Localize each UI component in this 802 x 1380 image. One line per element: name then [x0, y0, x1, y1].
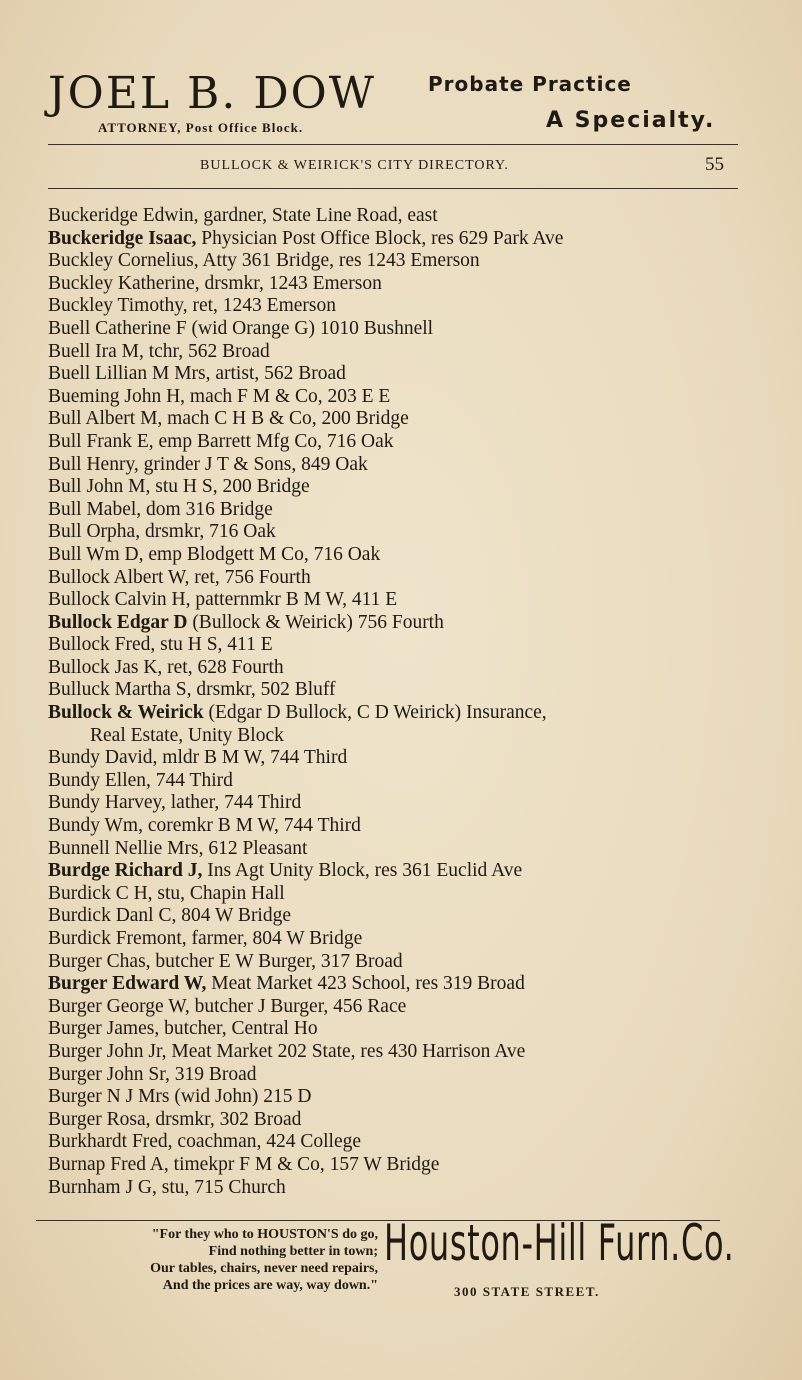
advertiser-name: JOEL B. DOW	[48, 68, 376, 119]
directory-entry	[48, 431, 748, 454]
footer-brand: Houston-Hill Furn.Co.	[384, 1214, 735, 1272]
directory-entry	[48, 1109, 748, 1132]
directory-entry	[48, 1086, 748, 1109]
poem-line: Find nothing better in town;	[208, 1244, 378, 1259]
entry-name-bold: Burdge Richard J,	[48, 860, 203, 882]
entry-text: Buell Ira M, tchr, 562 Broad	[48, 340, 270, 362]
entry-name-bold: Bullock Edgar D	[48, 611, 188, 633]
entry-text: Burger Chas, butcher E W Burger, 317 Broad	[48, 950, 403, 972]
directory-entry	[48, 499, 748, 522]
header-rule-bottom	[48, 188, 738, 189]
entry-text: Physician Post Office Block, res 629 Park Ave	[196, 227, 564, 249]
entry-text: Burdick Fremont, farmer, 804 W Bridge	[48, 928, 363, 949]
entry-text: Bullock Albert W, ret, 756 Fourth	[48, 566, 311, 588]
directory-entry	[48, 838, 748, 861]
directory-entry	[48, 1064, 748, 1087]
directory-entry	[48, 634, 748, 657]
directory-entry	[48, 657, 748, 680]
directory-entry	[48, 544, 748, 567]
directory-entry	[48, 1131, 748, 1154]
directory-entry	[48, 860, 748, 883]
entry-text: Bull Henry, grinder J T & Sons, 849 Oak	[48, 453, 368, 475]
directory-entry	[48, 928, 748, 951]
directory-entry	[48, 295, 748, 318]
directory-entry	[48, 905, 748, 928]
entry-text: Buckley Cornelius, Atty 361 Bridge, res 1243 Emerson	[48, 250, 480, 272]
directory-entry	[48, 725, 748, 748]
entry-text: Bulluck Martha S, drsmkr, 502 Bluff	[48, 679, 336, 701]
entry-text: Buckley Timothy, ret, 1243 Emerson	[48, 295, 336, 317]
directory-entry	[48, 996, 748, 1019]
directory-entry	[48, 341, 748, 364]
directory-entry	[48, 747, 748, 770]
directory-entry	[48, 250, 748, 273]
entry-text: Burkhardt Fred, coachman, 424 College	[48, 1131, 361, 1153]
directory-entry	[48, 1177, 748, 1200]
entry-text: Bullock Calvin H, patternmkr B M W, 411 E	[48, 589, 398, 611]
directory-entries	[48, 205, 748, 1199]
directory-entry	[48, 363, 748, 386]
entry-text: Burger George W, butcher J Burger, 456 Race	[48, 995, 407, 1017]
entry-text: Buckley Katherine, drsmkr, 1243 Emerson	[48, 272, 382, 294]
advertiser-tagline-2: A Specialty.	[546, 108, 716, 133]
entry-text: Bull Orpha, drsmkr, 716 Oak	[48, 521, 276, 543]
directory-entry	[48, 521, 748, 544]
entry-name-bold: Buckeridge Isaac,	[48, 227, 197, 249]
entry-text: Burnham J G, stu, 715 Church	[48, 1176, 286, 1198]
entry-text: Bunnell Nellie Mrs, 612 Pleasant	[48, 837, 308, 859]
entry-text: Burnap Fred A, timekpr F M & Co, 157 W Bridge	[48, 1153, 440, 1175]
entry-text: Buckeridge Edwin, gardner, State Line Road, east	[48, 205, 438, 226]
directory-entry	[48, 205, 748, 228]
entry-text: Bullock Fred, stu H S, 411 E	[48, 634, 273, 656]
directory-entry	[48, 1041, 748, 1064]
entry-text: Bundy Harvey, lather, 744 Third	[48, 792, 302, 814]
entry-text: Buell Catherine F (wid Orange G) 1010 Bushnell	[48, 317, 434, 339]
directory-entry	[48, 815, 748, 838]
entry-name-bold: Bullock & Weirick	[48, 702, 204, 724]
poem-line: "For they who to HOUSTON'S do go,	[151, 1227, 378, 1242]
page-number: 55	[705, 154, 724, 175]
directory-entry	[48, 408, 748, 431]
footer-advertisement	[36, 1214, 736, 1306]
poem-line: And the prices are way, way down."	[162, 1278, 378, 1293]
entry-text: Burger John Sr, 319 Broad	[48, 1063, 257, 1085]
advertiser-subtitle: ATTORNEY, Post Office Block.	[98, 120, 304, 135]
directory-entry	[48, 702, 748, 725]
entry-text: Burdick Danl C, 804 W Bridge	[48, 905, 292, 927]
entry-text: Burger Rosa, drsmkr, 302 Broad	[48, 1108, 302, 1130]
directory-entry	[48, 273, 748, 296]
directory-entry	[48, 679, 748, 702]
directory-entry	[48, 770, 748, 793]
entry-text: Meat Market 423 School, res 319 Broad	[206, 973, 525, 995]
directory-entry	[48, 612, 748, 635]
directory-entry	[48, 567, 748, 590]
entry-text: (Edgar D Bullock, C D Weirick) Insurance,	[203, 702, 547, 724]
directory-entry	[48, 973, 748, 996]
entry-text: Bull Mabel, dom 316 Bridge	[48, 498, 273, 520]
entry-text: Burger John Jr, Meat Market 202 State, res 430 Harrison Ave	[48, 1040, 526, 1062]
directory-entry	[48, 589, 748, 612]
advertiser-tagline-1: Probate Practice	[428, 72, 632, 96]
directory-entry	[48, 454, 748, 477]
entry-text: Bundy Wm, coremkr B M W, 744 Third	[48, 815, 361, 837]
directory-entry	[48, 228, 748, 251]
running-head-title: BULLOCK & WEIRICK'S CITY DIRECTORY.	[200, 158, 509, 173]
entry-text: Bundy David, mldr B M W, 744 Third	[48, 747, 348, 769]
directory-entry	[48, 951, 748, 974]
directory-entry	[48, 1018, 748, 1041]
header-advertisement	[48, 70, 738, 140]
entry-text: Burdick C H, stu, Chapin Hall	[48, 882, 285, 904]
directory-entry	[48, 476, 748, 499]
entry-text: Bull Wm D, emp Blodgett M Co, 716 Oak	[48, 543, 381, 565]
entry-name-bold: Burger Edward W,	[48, 973, 207, 995]
entry-text: Bull Albert M, mach C H B & Co, 200 Bridge	[48, 408, 409, 430]
header-rule-top	[48, 144, 738, 145]
entry-text: Bundy Ellen, 744 Third	[48, 769, 233, 791]
poem-line: Our tables, chairs, never need repairs,	[150, 1261, 378, 1276]
directory-entry	[48, 792, 748, 815]
entry-text: Ins Agt Unity Block, res 361 Euclid Ave	[202, 860, 523, 882]
directory-entry	[48, 318, 748, 341]
entry-text: Burger James, butcher, Central Ho	[48, 1018, 318, 1040]
entry-text: Bullock Jas K, ret, 628 Fourth	[48, 656, 284, 678]
entry-text: Burger N J Mrs (wid John) 215 D	[48, 1086, 312, 1108]
entry-text: Bull Frank E, emp Barrett Mfg Co, 716 Oak	[48, 430, 394, 452]
entry-text: (Bullock & Weirick) 756 Fourth	[187, 611, 444, 633]
entry-text: Bull John M, stu H S, 200 Bridge	[48, 476, 310, 498]
entry-text: Buell Lillian M Mrs, artist, 562 Broad	[48, 363, 346, 385]
directory-entry	[48, 386, 748, 409]
entry-text: Bueming John H, mach F M & Co, 203 E E	[48, 385, 391, 407]
footer-poem	[36, 1226, 378, 1294]
directory-entry	[48, 1154, 748, 1177]
footer-address: 300 STATE STREET.	[454, 1284, 600, 1299]
entry-text: Real Estate, Unity Block	[90, 724, 284, 746]
directory-entry	[48, 883, 748, 906]
